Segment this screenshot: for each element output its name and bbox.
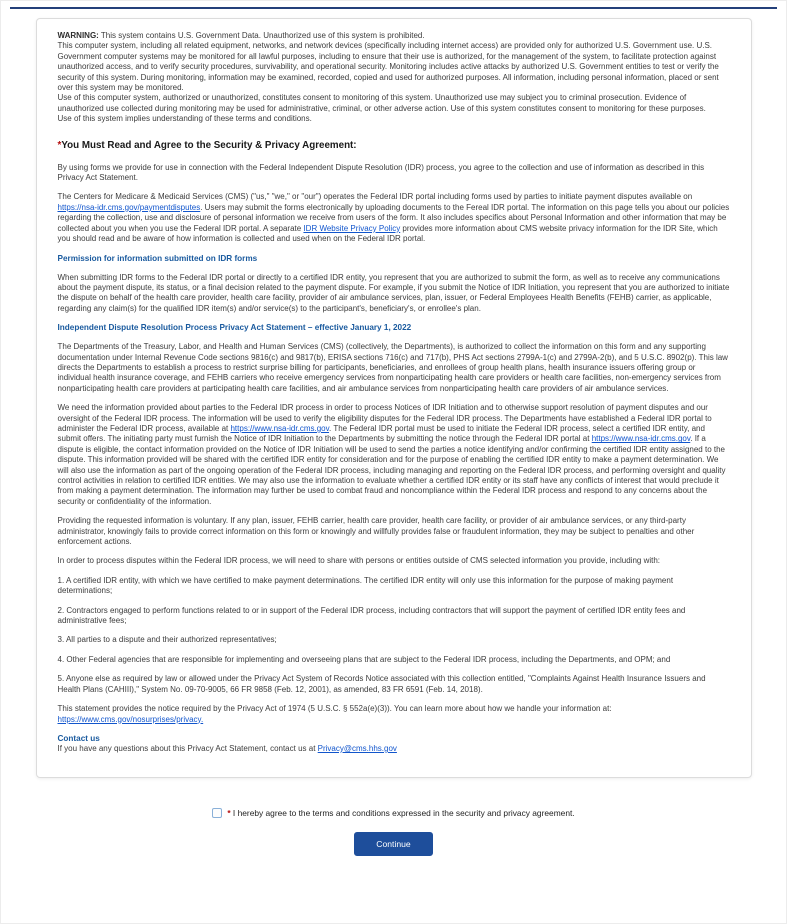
text-segment: . Users may submit the forms electronically by uploading documents to the Fereal IDR portal. The information on this page tells you about our policies regarding the collection, use and disclosure of personal information we receive from users of the form. It also includes specifics about Personal Information and other information that may be collected about you when you use the Federal IDR portal. A separate — [57, 202, 730, 233]
share-item-5: 5. Anyone else as required by law or allowed under the Privacy Act System of Records Notice associated with this collection entitled, "Complaints Against Health Insurance Issuers and Health Plans (CAHIII)," System No. 09-70-9005, 66 FR 9858 (Feb. 12, 2001), as amended, 83 FR 6591 (Feb. 14, 2018). — [57, 674, 706, 694]
contact-paragraph — [58, 744, 730, 754]
contact-us-heading: Contact us — [57, 733, 100, 743]
payment-disputes-link[interactable]: https://nsa-idr.cms.gov/paymentdisputes — [57, 202, 201, 212]
cms-paragraph — [58, 192, 730, 244]
nsa-idr-portal-link-2[interactable]: https://www.nsa-idr.cms.gov — [591, 434, 691, 444]
required-asterisk: * — [227, 808, 231, 819]
text-segment: If you have any questions about this Privacy Act Statement, contact us at — [57, 743, 318, 753]
permission-paragraph: When submitting IDR forms to the Federal IDR portal or directly to a certified IDR entity, you represent that you are authorized to submit the form, as well as to receive any communications about the payment dispute, its status, or a final decision related to the payment dispute. For example, if you submit the Notice of IDR Initiation, you represent that you are authorized to initiate the dispute on behalf of the health care provider, health care facility, provider of air ambulance services, plan, issuer, or Federal Employees Health Benefits (FEHB) carrier, as applicable, regarding any claim(s) for the qualified IDR item(s) and/or service(s) to the participant's, beneficiary's, or enrollee's plan. — [57, 272, 730, 313]
agree-checkbox[interactable] — [212, 808, 222, 818]
warning-text-1: This system contains U.S. Government Data. Unauthorized use of this system is prohibited. — [98, 31, 425, 40]
text-segment: . If a dispute is eligible, the contact information provided on the Notice of IDR Initiation will be used to send the parties a notice identifying and/or confirming the certified IDR entity assigned to the dispute. This information provided will be shared with the certified IDR entity for consideration and for the purpose of enabling the certified IDR entity to make a payment determination. We will also use the information as part of the ongoing operation of the Federal IDR process, including managing and reporting on the Federal IDR process, and performing oversight and quality control activities in relation to certified IDR entities. We may also use the information to evaluate whether a certified IDR entity or its staff have any conflicts of interest that would preclude it from making a payment determination. The information may further be used to combat fraud and noncompliance within the Federal IDR process and respond to any concerns about the security or confidentiality of the information. — [57, 434, 726, 506]
departments-paragraph: The Departments of the Treasury, Labor, and Health and Human Services (CMS) (collectively, the Departments), is authorized to collect the information on this form and any supporting documentation under Internal Revenue Code sections 9816(c) and 9817(b), ERISA sections 716(c) and 717(b), PHS Act sections 2799A-1(c) and 2799A-2(b), and 5 U.S.C. 8902(p). This law directs the Departments to establish a process to restrict surprise billing for participants, beneficiaries, and enrollees of group health plans, health insurance issuers offering group or individual health insurance coverage, and FEHB carriers who receive emergency services from nonparticipating health care providers or health care facilities, non-emergency services from nonparticipating health care providers at participating health care facilities, and air ambulance services from nonparticipating health care providers of air ambulance services. — [57, 342, 728, 393]
warning-line-4: Use of this system implies understanding of these terms and conditions. — [57, 114, 312, 124]
page-title — [58, 140, 730, 151]
idr-privacy-statement-heading: Independent Dispute Resolution Process Privacy Act Statement – effective January 1, 2022 — [57, 323, 412, 333]
share-item-4: 4. Other Federal agencies that are responsible for implementing and overseeing plans that are subject to the Federal IDR process, including the Departments, and OPM; and — [57, 654, 671, 664]
agreement-panel — [36, 18, 752, 778]
idr-website-privacy-policy-link[interactable]: IDR Website Privacy Policy — [303, 223, 401, 233]
share-item-3: 3. All parties to a dispute and their authorized representatives; — [57, 635, 277, 645]
consent-row — [1, 808, 786, 818]
warning-line-1 — [58, 31, 730, 41]
privacy-act-notice-paragraph — [58, 704, 730, 725]
voluntary-paragraph: Providing the requested information is voluntary. If any plan, issuer, FEHB carrier, health care provider, health care facility, or provider of air ambulance services, or any third-party administrator, knowingly fails to provide correct information on this form or knowingly and willfully provides false or fraudulent information, they may be subject to penalties and other enforcement actions. — [57, 516, 695, 547]
page-title-text: You Must Read and Agree to the Security & Privacy Agreement: — [61, 139, 357, 151]
agree-label-text: I hereby agree to the terms and conditions expressed in the security and privacy agreement. — [230, 808, 575, 819]
continue-button[interactable]: Continue — [354, 832, 432, 856]
warning-line-2: This computer system, including all related equipment, networks, and network devices (specifically including internet access) are provided only for authorized U.S. Government use. U.S. Government computer systems may be monitored for all lawful purposes, including to ensure that their use is authorized, for the management of the system, to facilitate protection against unauthorized access, and to verify security procedures, survivability, and operational security. Monitoring includes active attacks by authorized U.S. Government entities to test or verify the security of this system. During monitoring, information may be examined, recorded, copied and used for authorized purposes. All information, including personal information, placed or sent over this system may be monitored. — [57, 41, 719, 93]
privacy-email-link[interactable]: Privacy@cms.hhs.gov — [317, 743, 397, 753]
information-use-paragraph — [58, 403, 730, 507]
warning-label: WARNING: — [57, 31, 99, 40]
cms-privacy-link[interactable]: https://www.cms.gov/nosurprises/privacy. — [57, 714, 204, 724]
warning-line-3: Use of this computer system, authorized or unauthorized, constitutes consent to monitoring of this system. Unauthorized use may subject you to criminal prosecution. Evidence of unauthorized use collected during monitoring may be used for administrative, criminal, or other adverse action. Use of this system constitutes consent to monitoring for these purposes. — [57, 93, 706, 113]
agree-label — [227, 808, 574, 818]
permission-section-heading: Permission for information submitted on IDR forms — [57, 253, 258, 263]
nsa-idr-portal-link[interactable]: https://www.nsa-idr.cms.gov — [230, 423, 330, 433]
share-intro-paragraph: In order to process disputes within the Federal IDR process, we will need to share with persons or entities outside of CMS selected information you provide, including with: — [57, 556, 661, 566]
share-item-2: 2. Contractors engaged to perform functions related to or in support of the Federal IDR process, including contractors that will support the payment of certified IDR entity fees and administrative fees; — [57, 605, 686, 626]
share-item-1: 1. A certified IDR entity, with which we have certified to make payment determinations. The certified IDR entity will only use this information for the purpose of making payment determinations; — [57, 575, 674, 596]
text-segment: The Centers for Medicare & Medicaid Services (CMS) ("us," "we," or "our") operates the Federal IDR portal including forms used by parties to initiate payment disputes available on — [57, 192, 693, 202]
text-segment: provides more information about CMS website privacy information for the IDR Site, which you should read and be aware of how information is collected and used when on the Federal IDR portal. — [57, 223, 718, 244]
intro-paragraph: By using forms we provide for use in connection with the Federal Independent Dispute Resolution (IDR) process, you agree to the collection and use of information as described in this Privacy Act Statement. — [57, 162, 705, 183]
system-warning-block — [58, 31, 730, 125]
text-segment: . The Federal IDR portal must be used to initiate the Federal IDR process, select a certified IDR entity, and submit offers. The initiating party must furnish the Notice of IDR Initiation to the Departments by submitting the notice through the Federal IDR portal at — [57, 423, 705, 444]
text-segment: We need the information provided about parties to the Federal IDR process in order to process Notices of IDR Initiation and to otherwise support resolution of payment disputes and our oversight of the Federal IDR process. The information will be used to verify the eligibility disputes for the Federal IDR process. The Departments have established a Federal IDR portal to administer the Federal IDR process, available at — [57, 403, 712, 433]
required-asterisk: * — [57, 139, 62, 151]
text-segment: This statement provides the notice required by the Privacy Act of 1974 (5 U.S.C. § 552a(e)(3)). You can learn more about how we handle your information at: — [57, 704, 612, 714]
top-divider — [10, 7, 777, 9]
